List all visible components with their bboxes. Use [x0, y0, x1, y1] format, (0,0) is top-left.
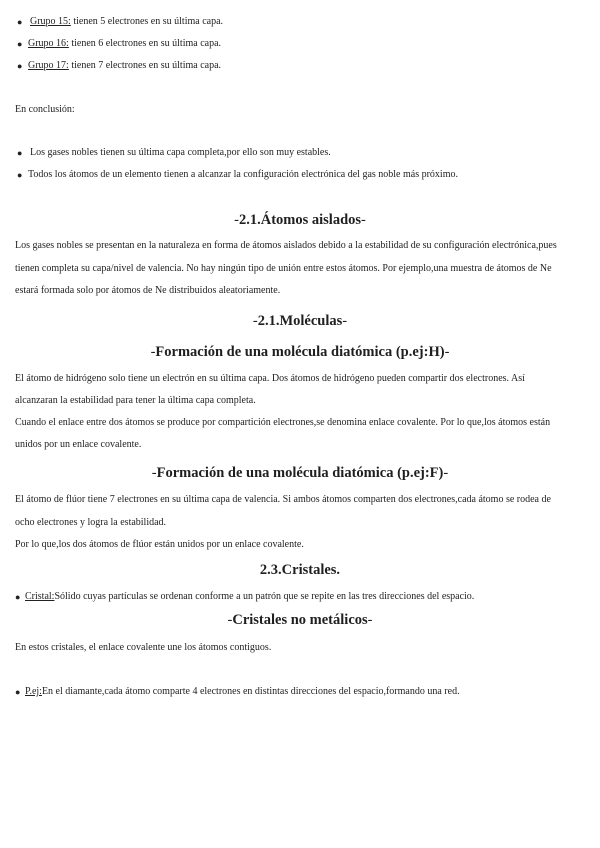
grupo-label: Grupo 17:: [28, 60, 69, 71]
bullet-icon: ●: [17, 61, 23, 71]
definition-line: [25, 591, 474, 603]
grupo-text: tienen 5 electrones en su última capa.: [70, 16, 224, 27]
section-heading: -2.1.Átomos aislados-: [234, 212, 366, 228]
list-item: Todos los átomos de un elemento tienen a alcanzar la configuración electrónica del gas noble más próximo.: [28, 169, 458, 180]
paragraph-line: alcanzaran la estabilidad para tener la última capa completa.: [15, 395, 256, 406]
section-heading: -2.1.Moléculas-: [252, 313, 348, 329]
bullet-icon: ●: [17, 39, 23, 49]
list-item: [28, 38, 221, 50]
paragraph-line: tienen completa su capa/nivel de valencia. No hay ningún tipo de unión entre estos átomos. Por ejemplo,una muestra de átomos de Ne: [15, 263, 552, 274]
paragraph-line: En estos cristales, el enlace covalente une los átomos contiguos.: [15, 642, 272, 653]
grupo-text: tienen 7 electrones en su última capa.: [68, 60, 222, 71]
definition-label: Cristal:: [25, 591, 55, 602]
bullet-icon: ●: [17, 170, 23, 180]
grupo-label: Grupo 15:: [30, 16, 71, 27]
paragraph-line: Cuando el enlace entre dos átomos se produce por compartición electrones,se denomina enlace covalente. Por lo que,los átomos están: [15, 417, 551, 428]
subsection-heading: -Cristales no metálicos-: [227, 612, 373, 628]
grupo-text: tienen 6 electrones en su última capa.: [68, 38, 222, 49]
paragraph-line: ocho electrones y logra la estabilidad.: [15, 517, 167, 528]
example-text: En el diamante,cada átomo comparte 4 electrones en distintas direcciones del espacio,formando una red.: [41, 686, 460, 697]
section-heading: 2.3.Cristales.: [259, 562, 341, 578]
bullet-icon: ●: [17, 148, 23, 158]
subsection-heading: -Formación de una molécula diatómica (p.ej:F)-: [151, 465, 449, 481]
paragraph-line: Los gases nobles se presentan en la naturaleza en forma de átomos aislados debido a la estabilidad de su configuración electrónica,pues: [15, 240, 557, 251]
paragraph-line: Por lo que,los dos átomos de flúor están unidos por un enlace covalente.: [15, 539, 304, 550]
list-item: Los gases nobles tienen su última capa completa,por ello son muy estables.: [30, 147, 331, 158]
example-label: P.ej:: [25, 686, 42, 697]
subsection-heading: -Formación de una molécula diatómica (p.ej:H)-: [150, 344, 450, 360]
bullet-icon: ●: [15, 687, 21, 697]
bullet-icon: ●: [17, 17, 23, 27]
paragraph-line: El átomo de flúor tiene 7 electrones en su última capa de valencia. Si ambos átomos comparten dos electrones,cada átomo se rodea de: [15, 494, 551, 505]
paragraph-line: El átomo de hidrógeno solo tiene un electrón en su última capa. Dos átomos de hidrógeno pueden compartir dos electrones. Así: [15, 373, 525, 384]
definition-text: Sólido cuyas partículas se ordenan conforme a un patrón que se repite en las tres direcciones del espacio.: [54, 591, 475, 602]
conclusion-intro: En conclusión:: [15, 104, 75, 115]
paragraph-line: estará formada solo por átomos de Ne distribuidos aleatoriamente.: [15, 285, 281, 296]
grupo-label: Grupo 16:: [28, 38, 69, 49]
example-line: [25, 686, 460, 698]
list-item: [28, 60, 221, 72]
bullet-icon: ●: [15, 592, 21, 602]
list-item: [30, 16, 223, 28]
paragraph-line: unidos por un enlace covalente.: [15, 439, 142, 450]
